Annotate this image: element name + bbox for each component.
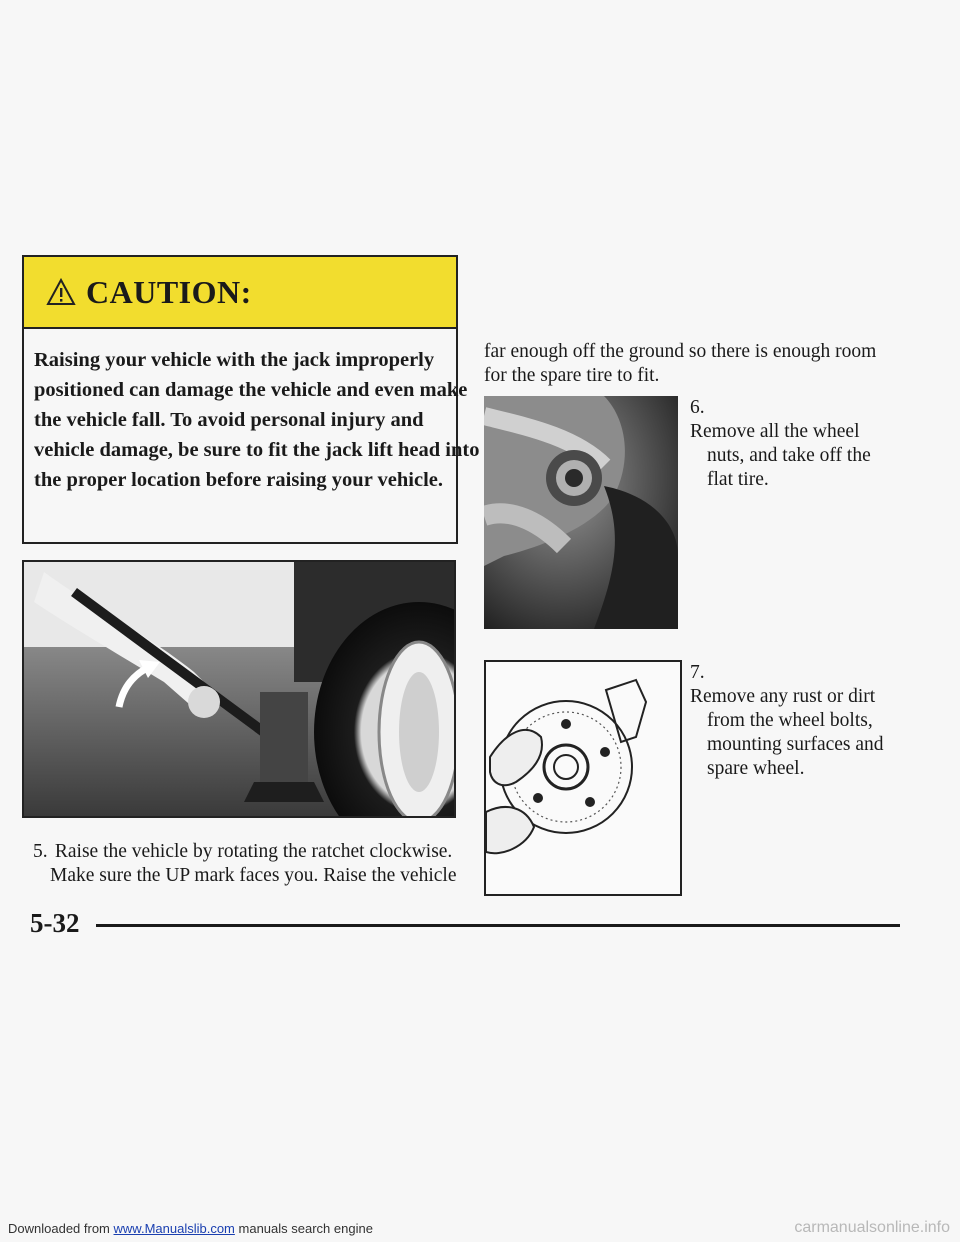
step-5-line-1 <box>33 840 456 864</box>
step-5 <box>33 840 456 888</box>
step-text: Raise the vehicle by rotating the ratchet clockwise. <box>54 841 453 862</box>
caution-line: the proper location before raising your vehicle. <box>34 469 444 491</box>
caution-line: Raising your vehicle with the jack improperly <box>34 349 435 371</box>
download-note <box>8 1221 373 1236</box>
caution-line: the vehicle fall. To avoid personal injury and <box>34 409 424 431</box>
caution-line: positioned can damage the vehicle and even make <box>34 379 468 401</box>
caution-title: CAUTION: <box>86 273 252 310</box>
step-6-line-1 <box>690 396 871 444</box>
step-text: Remove any rust or dirt <box>690 686 876 707</box>
step-text: flat tire. <box>707 469 769 490</box>
download-suffix: manuals search engine <box>238 1221 373 1236</box>
continuation-line: for the spare tire to fit. <box>484 365 660 386</box>
watermark: carmanualsonline.info <box>794 1219 950 1236</box>
step-7-line-1 <box>690 661 884 709</box>
caution-header <box>24 257 456 329</box>
wheel-hub-cleaning-illustration <box>484 660 682 896</box>
step-text: from the wheel bolts, <box>707 710 873 731</box>
step-number: 5. <box>33 841 48 862</box>
caution-box <box>22 255 480 544</box>
caution-text <box>34 345 480 495</box>
step-number: 7. <box>690 662 705 683</box>
step-text: spare wheel. <box>707 758 805 779</box>
page-number: 5-32 <box>30 908 80 938</box>
download-prefix: Downloaded from <box>8 1221 110 1236</box>
footer-rule <box>96 924 900 927</box>
jack-raising-photo <box>22 560 456 818</box>
warning-triangle-icon <box>46 278 76 306</box>
step-text: nuts, and take off the <box>707 445 871 466</box>
step-6 <box>690 396 871 492</box>
caution-line: vehicle damage, be sure to fit the jack lift head into <box>34 439 480 461</box>
step-text: Remove all the wheel <box>690 421 860 442</box>
step-5-continuation <box>484 340 876 388</box>
wheel-nut-removal-photo <box>484 396 678 629</box>
step-number: 6. <box>690 397 705 418</box>
step-7 <box>690 661 884 781</box>
step-text: mounting surfaces and <box>707 734 884 755</box>
manualslib-link[interactable]: www.Manualslib.com <box>113 1221 235 1236</box>
step-5-line-2: Make sure the UP mark faces you. Raise the vehicle <box>50 865 457 886</box>
continuation-line: far enough off the ground so there is enough room <box>484 341 877 362</box>
